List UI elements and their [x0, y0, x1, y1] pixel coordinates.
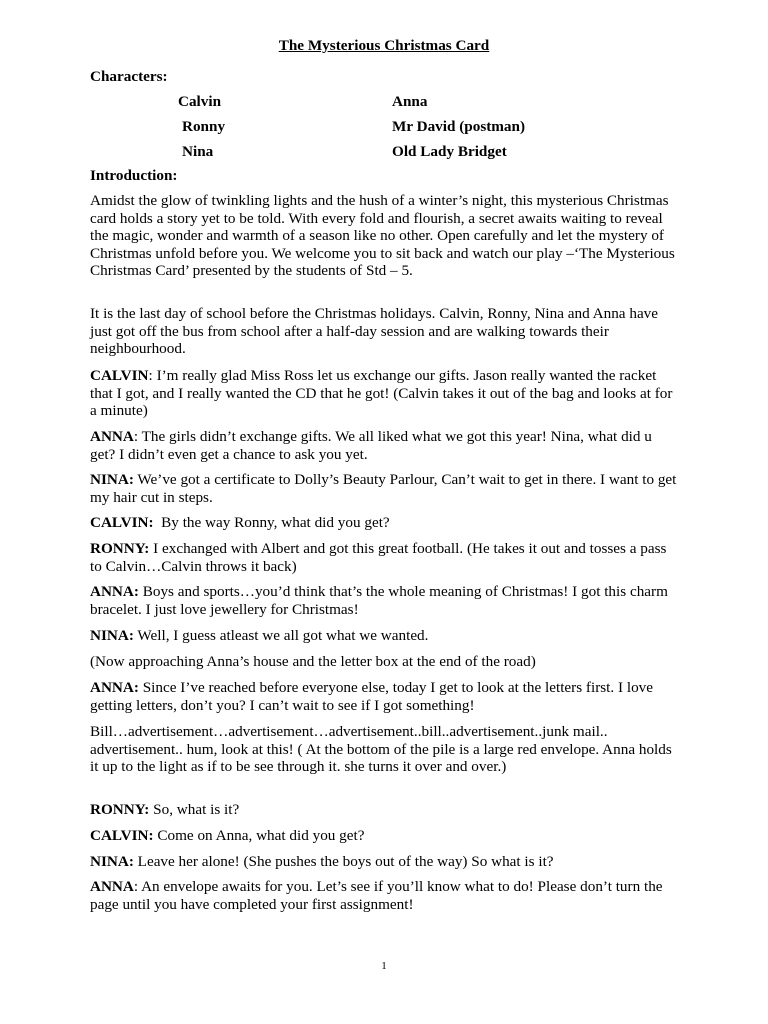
speaker-separator: : [148, 367, 157, 384]
character-calvin: Calvin [178, 93, 222, 110]
script-line [90, 679, 680, 714]
speaker-name: NINA: [90, 471, 134, 488]
line-text: I exchanged with Albert and got this great football. (He takes it out and tosses a pass to Calvin…Calvin throws it back) [90, 540, 667, 575]
script-line [90, 878, 680, 913]
line-text: Come on Anna, what did you get? [157, 827, 365, 844]
speaker-name: RONNY: [90, 540, 150, 557]
character-nina: Nina [182, 143, 214, 160]
intro-paragraph: It is the last day of school before the Christmas holidays. Calvin, Ronny, Nina and Anna have just got off the bus from school after a half-day session and are walking towards their neighbourhood. [90, 305, 659, 358]
line-text: By the way Ronny, what did you get? [161, 514, 390, 531]
intro-paragraph: Amidst the glow of twinkling lights and the hush of a winter’s night, this mysterious Christmas card holds a story yet to be told. With every fold and flourish, a secret awaits waiting to reveal the magic, wonder and warmth of a season like no other. Open carefully and let the mystery of Christmas unfold before you. We welcome you to sit back and watch our play –‘The Mysterious Christmas Card’ presented by the students of Std – 5. [90, 192, 675, 280]
character-anna: Anna [392, 93, 428, 110]
script-line [90, 540, 680, 575]
character-mr-david: Mr David (postman) [392, 118, 526, 135]
stage-direction: (Now approaching Anna’s house and the letter box at the end of the road) [90, 653, 536, 670]
line-text: Boys and sports…you’d think that’s the whole meaning of Christmas! I got this charm bracelet. I just love jewellery for Christmas! [90, 583, 668, 618]
speaker-name: NINA: [90, 627, 134, 644]
speaker-name: ANNA: [90, 679, 139, 696]
character-old-lady-bridget: Old Lady Bridget [392, 143, 507, 160]
narration-paragraph: Bill…advertisement…advertisement…advertisement..bill..advertisement..junk mail.. advertisement.. hum, look at this! ( At the bottom of the pile is a large red envelope. Anna holds it up to the light as if to be see through it. she turns it over and over.) [90, 723, 672, 776]
script-line [90, 514, 680, 532]
speaker-name: ANNA [90, 428, 134, 445]
speaker-name: RONNY: [90, 801, 150, 818]
speaker-name: ANNA: [90, 583, 139, 600]
script-line [90, 428, 680, 463]
script-line [90, 827, 680, 845]
line-text: An envelope awaits for you. Let’s see if you’ll know what to do! Please don’t turn the page until you have completed your first assignment! [90, 878, 663, 913]
speaker-name: CALVIN: [90, 827, 154, 844]
line-text: We’ve got a certificate to Dolly’s Beauty Parlour, Can’t wait to get in there. I want to get my hair cut in steps. [90, 471, 677, 506]
line-text: Leave her alone! (She pushes the boys out of the way) So what is it? [137, 853, 554, 870]
speaker-name: ANNA [90, 878, 134, 895]
script-line [90, 471, 680, 506]
document-title: The Mysterious Christmas Card [278, 37, 490, 54]
script-line [90, 853, 680, 871]
script-line [90, 583, 680, 618]
speaker-name: CALVIN [90, 367, 149, 384]
script-line [90, 801, 680, 819]
script-line [90, 367, 680, 420]
introduction-heading: Introduction: [90, 167, 178, 184]
page-number: 1 [381, 960, 387, 972]
speaker-name: NINA: [90, 853, 134, 870]
characters-heading: Characters: [90, 68, 168, 85]
speaker-separator: : [133, 878, 142, 895]
script-line [90, 627, 680, 645]
line-text: I’m really glad Miss Ross let us exchange our gifts. Jason really wanted the racket that I got, and I really wanted the CD that he got! (Calvin takes it out of the bag and looks at for a minute) [90, 367, 673, 420]
line-text: The girls didn’t exchange gifts. We all liked what we got this year! Nina, what did u get? I didn’t even get a chance to ask you yet. [90, 428, 652, 463]
line-text: Well, I guess atleast we all got what we wanted. [137, 627, 429, 644]
speaker-separator: : [133, 428, 142, 445]
speaker-name: CALVIN: [90, 514, 154, 531]
line-text: Since I’ve reached before everyone else, today I get to look at the letters first. I love getting letters, don’t you? I can’t wait to see if I got something! [90, 679, 653, 714]
character-ronny: Ronny [182, 118, 226, 135]
line-text: So, what is it? [153, 801, 240, 818]
